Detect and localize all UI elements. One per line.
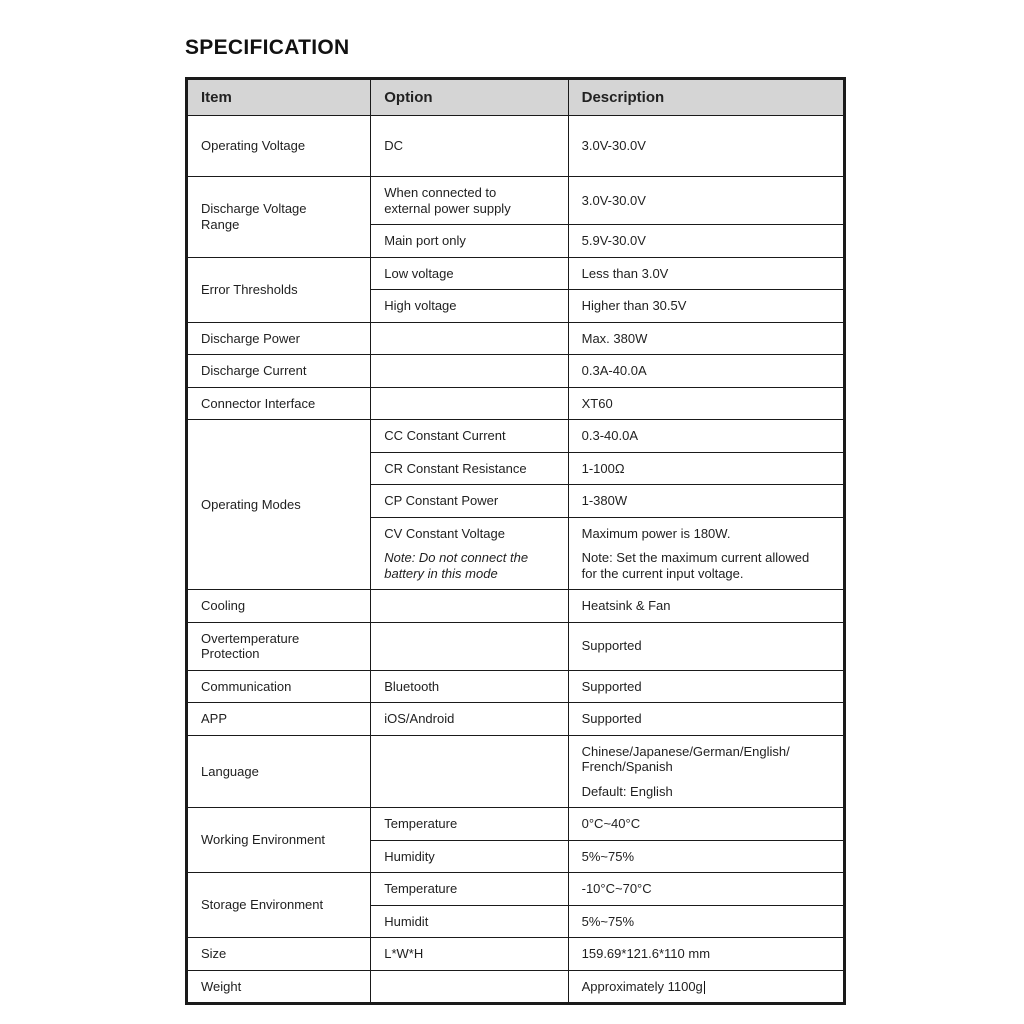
spec-description-cell — [568, 116, 844, 177]
cell-text: Heatsink & Fan — [581, 598, 671, 613]
spec-description-cell — [568, 590, 844, 623]
spec-item-cell — [187, 703, 371, 736]
cell-text: 0°C~40°C — [581, 816, 641, 831]
spec-table-body — [187, 116, 845, 1004]
spec-description-cell — [568, 420, 844, 453]
spec-description-cell — [568, 290, 844, 323]
spec-description-cell — [568, 905, 844, 938]
cell-text: Temperature — [384, 816, 458, 831]
spec-description-cell — [568, 387, 844, 420]
cell-text: Connector Interface — [201, 395, 316, 411]
table-row — [187, 938, 845, 971]
cell-text: Cooling — [201, 598, 246, 613]
spec-option-cell — [371, 735, 568, 808]
cell-text: Communication — [201, 678, 292, 694]
spec-option-cell — [371, 387, 568, 420]
cell-text: When connected to — [384, 185, 497, 200]
spec-option-cell — [371, 290, 568, 323]
cell-text: Language — [201, 763, 259, 779]
spec-option-cell — [371, 808, 568, 841]
spec-option-cell — [371, 703, 568, 736]
cell-text — [384, 370, 557, 371]
cell-text: Low voltage — [384, 265, 454, 281]
table-row — [187, 970, 845, 1004]
cell-text: High voltage — [384, 298, 457, 313]
cell-text: Humidity — [384, 848, 435, 864]
cell-text: -10°C~70°C — [581, 881, 652, 896]
spec-item-cell — [187, 257, 371, 322]
table-header-row — [187, 79, 845, 116]
specification-table — [185, 77, 846, 1005]
spec-item-cell — [187, 670, 371, 703]
cell-text: 3.0V-30.0V — [581, 138, 646, 154]
cell-text: Weight — [201, 978, 242, 994]
cell-text: XT60 — [581, 395, 613, 411]
cell-text: battery in this mode — [384, 565, 498, 581]
cell-text: Operating Modes — [201, 496, 301, 512]
spec-option-cell — [371, 116, 568, 177]
spec-item-cell — [187, 420, 371, 590]
spec-description-cell — [568, 485, 844, 518]
table-row — [187, 622, 845, 670]
spec-option-cell — [371, 257, 568, 290]
spec-option-cell — [371, 840, 568, 873]
spec-option-cell — [371, 873, 568, 906]
spec-item-cell — [187, 970, 371, 1004]
cell-text: for the current input voltage. — [581, 565, 744, 581]
text-cursor — [704, 981, 706, 994]
spec-option-cell — [371, 355, 568, 388]
spec-description-cell — [568, 938, 844, 971]
spec-option-cell — [371, 420, 568, 453]
cell-text: Chinese/Japanese/German/English/ — [581, 743, 790, 759]
cell-text: Temperature — [384, 881, 458, 896]
spec-option-cell — [371, 517, 568, 590]
spec-description-cell — [568, 517, 844, 590]
cell-text: Main port only — [384, 233, 466, 248]
cell-text: APP — [201, 711, 228, 726]
spec-item-cell — [187, 355, 371, 388]
cell-text: 5%~75% — [581, 848, 635, 864]
spec-item-cell — [187, 808, 371, 873]
spec-option-cell — [371, 177, 568, 225]
cell-text — [384, 986, 557, 987]
cell-text: Higher than 30.5V — [581, 298, 687, 313]
spec-item-cell — [187, 322, 371, 355]
cell-text: Humidit — [384, 913, 429, 929]
spec-description-cell — [568, 735, 844, 808]
table-row — [187, 703, 845, 736]
cell-text: Less than 3.0V — [581, 265, 669, 281]
spec-description-cell — [568, 808, 844, 841]
cell-text — [384, 646, 557, 647]
cell-text — [384, 338, 557, 339]
table-row — [187, 420, 845, 453]
table-row — [187, 322, 845, 355]
table-row — [187, 355, 845, 388]
cell-text: Overtemperature — [201, 630, 300, 646]
cell-text — [384, 771, 557, 772]
cell-text: Discharge Voltage — [201, 201, 307, 217]
spec-option-cell — [371, 485, 568, 518]
spec-option-cell — [371, 905, 568, 938]
cell-text: Error Thresholds — [201, 281, 298, 297]
spec-item-cell — [187, 622, 371, 670]
cell-text: L*W*H — [384, 946, 424, 961]
cell-text: 1-100Ω — [581, 460, 625, 476]
column-header-option: Option — [371, 79, 568, 116]
table-row — [187, 873, 845, 906]
column-header-description: Description — [568, 79, 844, 116]
spec-description-cell — [568, 355, 844, 388]
cell-text: external power supply — [384, 200, 511, 216]
cell-text: Bluetooth — [384, 678, 440, 694]
spec-option-cell — [371, 590, 568, 623]
spec-option-cell — [371, 452, 568, 485]
cell-text: 5%~75% — [581, 913, 635, 929]
cell-text: DC — [384, 138, 404, 154]
spec-item-cell — [187, 387, 371, 420]
cell-text: Maximum power is 180W. — [581, 525, 731, 541]
cell-text: Note: Do not connect the — [384, 550, 529, 565]
cell-text: 1-380W — [581, 493, 628, 508]
cell-text: 5.9V-30.0V — [581, 233, 646, 248]
cell-text — [384, 403, 557, 404]
table-row — [187, 177, 845, 225]
cell-text: 0.3-40.0A — [581, 428, 638, 443]
table-row — [187, 387, 845, 420]
cell-text: CV Constant Voltage — [384, 525, 505, 541]
cell-text — [384, 605, 557, 606]
spec-item-cell — [187, 938, 371, 971]
spec-description-cell — [568, 322, 844, 355]
spec-description-cell — [568, 703, 844, 736]
table-row — [187, 590, 845, 623]
spec-item-cell — [187, 873, 371, 938]
spec-item-cell — [187, 116, 371, 177]
table-row — [187, 808, 845, 841]
spec-description-cell — [568, 177, 844, 225]
table-row — [187, 116, 845, 177]
cell-text: CC Constant Current — [384, 428, 506, 443]
cell-text: Supported — [581, 678, 642, 694]
cell-text: Working Environment — [201, 832, 326, 848]
cell-text: Default: English — [581, 783, 673, 799]
spec-description-cell — [568, 840, 844, 873]
spec-option-cell — [371, 225, 568, 258]
spec-description-cell — [568, 622, 844, 670]
cell-text: 159.69*121.6*110 mm — [581, 946, 711, 961]
page-title: SPECIFICATION — [185, 36, 350, 59]
cell-text: Discharge Current — [201, 363, 307, 378]
spec-option-cell — [371, 622, 568, 670]
spec-description-cell — [568, 970, 844, 1004]
spec-description-cell — [568, 873, 844, 906]
cell-text: 3.0V-30.0V — [581, 192, 646, 208]
spec-item-cell — [187, 590, 371, 623]
cell-text: French/Spanish — [581, 759, 673, 774]
table-row — [187, 735, 845, 808]
cell-text: Approximately 1100g — [582, 979, 833, 995]
cell-text: CR Constant Resistance — [384, 460, 527, 476]
table-row — [187, 670, 845, 703]
spec-description-cell — [568, 257, 844, 290]
cell-text: iOS/Android — [384, 711, 455, 726]
spec-option-cell — [371, 938, 568, 971]
cell-text: Size — [201, 946, 227, 961]
spec-item-cell — [187, 177, 371, 258]
spec-item-cell — [187, 735, 371, 808]
cell-text: Operating Voltage — [201, 138, 306, 154]
spec-description-cell — [568, 670, 844, 703]
cell-text: CP Constant Power — [384, 493, 499, 508]
cell-text: Max. 380W — [581, 330, 648, 346]
cell-text: Note: Set the maximum current allowed — [581, 550, 810, 565]
spec-option-cell — [371, 970, 568, 1004]
spec-description-cell — [568, 225, 844, 258]
cell-text: Range — [201, 216, 240, 232]
cell-text: Supported — [581, 711, 642, 726]
cell-text: Storage Environment — [201, 897, 324, 913]
cell-text: Supported — [581, 638, 642, 654]
cell-text: 0.3A-40.0A — [581, 363, 647, 378]
spec-description-cell — [568, 452, 844, 485]
table-row — [187, 257, 845, 290]
spec-option-cell — [371, 322, 568, 355]
column-header-item: Item — [187, 79, 371, 116]
cell-text: Protection — [201, 646, 260, 661]
cell-text: Discharge Power — [201, 330, 300, 346]
spec-option-cell — [371, 670, 568, 703]
